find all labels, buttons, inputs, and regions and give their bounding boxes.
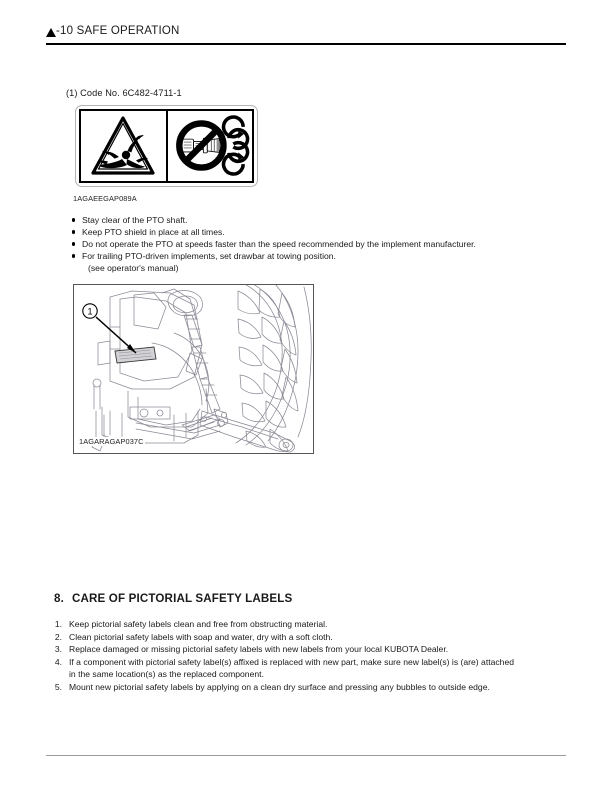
list-item <box>48 681 564 693</box>
bullet-text: Keep PTO shield in place at all times. <box>82 227 225 238</box>
list-item <box>48 643 564 655</box>
bullet-dot-icon <box>72 230 75 233</box>
safety-label-left-panel <box>81 111 168 181</box>
header-divider <box>46 43 566 45</box>
list-item <box>72 238 542 250</box>
prohibition-pto-shaft-icon <box>168 113 253 179</box>
footer-divider <box>46 755 566 756</box>
section-title: CARE OF PICTORIAL SAFETY LABELS <box>71 592 293 605</box>
page-title: -10 SAFE OPERATION <box>56 25 180 37</box>
bullet-text: Stay clear of the PTO shaft. <box>82 215 188 225</box>
bullet-text: For trailing PTO-driven implements, set drawbar at towing position. <box>82 251 336 262</box>
bullet-dot-icon <box>72 242 75 245</box>
item-number: 3. <box>54 644 62 655</box>
item-text-line2: in the same location(s) as the replaced component. <box>69 668 264 679</box>
item-text: Replace damaged or missing pictorial safety labels with new labels from your local KUBOTA Dealer. <box>69 644 449 655</box>
list-item <box>72 214 542 226</box>
bullet-dot-icon <box>72 254 75 257</box>
item-text: Mount new pictorial safety labels by applying on a clean dry surface and pressing any bubbles to outside edge. <box>69 681 490 692</box>
bullet-dot-icon <box>72 218 75 221</box>
safety-bullet-list <box>72 214 542 274</box>
label-location-marker <box>115 347 156 363</box>
item-text: If a component with pictorial safety label(s) affixed is replaced with new part, make sure new label(s) is (are) attached <box>69 656 515 667</box>
item-number: 4. <box>54 656 62 667</box>
safety-label-frame <box>79 109 254 183</box>
tractor-hitch-illustration <box>74 285 313 453</box>
list-item <box>72 226 542 238</box>
item-text: Keep pictorial safety labels clean and free from obstructing material. <box>69 619 328 629</box>
list-item <box>48 631 564 643</box>
list-item <box>48 618 564 630</box>
item-text: Clean pictorial safety labels with soap and water, dry with a soft cloth. <box>69 631 333 642</box>
section-heading <box>54 592 292 605</box>
pictorial-safety-label <box>75 105 258 187</box>
item-number: 5. <box>54 681 62 692</box>
list-item <box>72 250 542 262</box>
entanglement-hazard-triangle-icon <box>89 113 157 179</box>
item-number: 2. <box>54 631 62 642</box>
list-item-continuation <box>72 262 542 274</box>
list-item <box>48 656 564 680</box>
warning-triangle-icon <box>46 28 56 37</box>
tractor-figure-caption: 1AGARAGAP037C <box>79 437 144 446</box>
callout-number: 1 <box>87 306 93 317</box>
care-instructions-list <box>48 618 564 693</box>
label-code-text: (1) Code No. 6C482-4711-1 <box>66 88 182 98</box>
safety-label-caption: 1AGAEEGAP089A <box>73 194 137 203</box>
safety-label-right-panel <box>168 111 253 181</box>
callout-marker-1 <box>83 304 136 353</box>
bullet-subtext: (see operator's manual) <box>88 263 179 274</box>
section-number: 8. <box>54 592 64 605</box>
bullet-text: Do not operate the PTO at speeds faster than the speed recommended by the implement manufacturer. <box>82 239 476 250</box>
tractor-drawbar-figure <box>73 284 314 454</box>
page-header <box>46 22 566 40</box>
item-number: 1. <box>54 619 62 629</box>
